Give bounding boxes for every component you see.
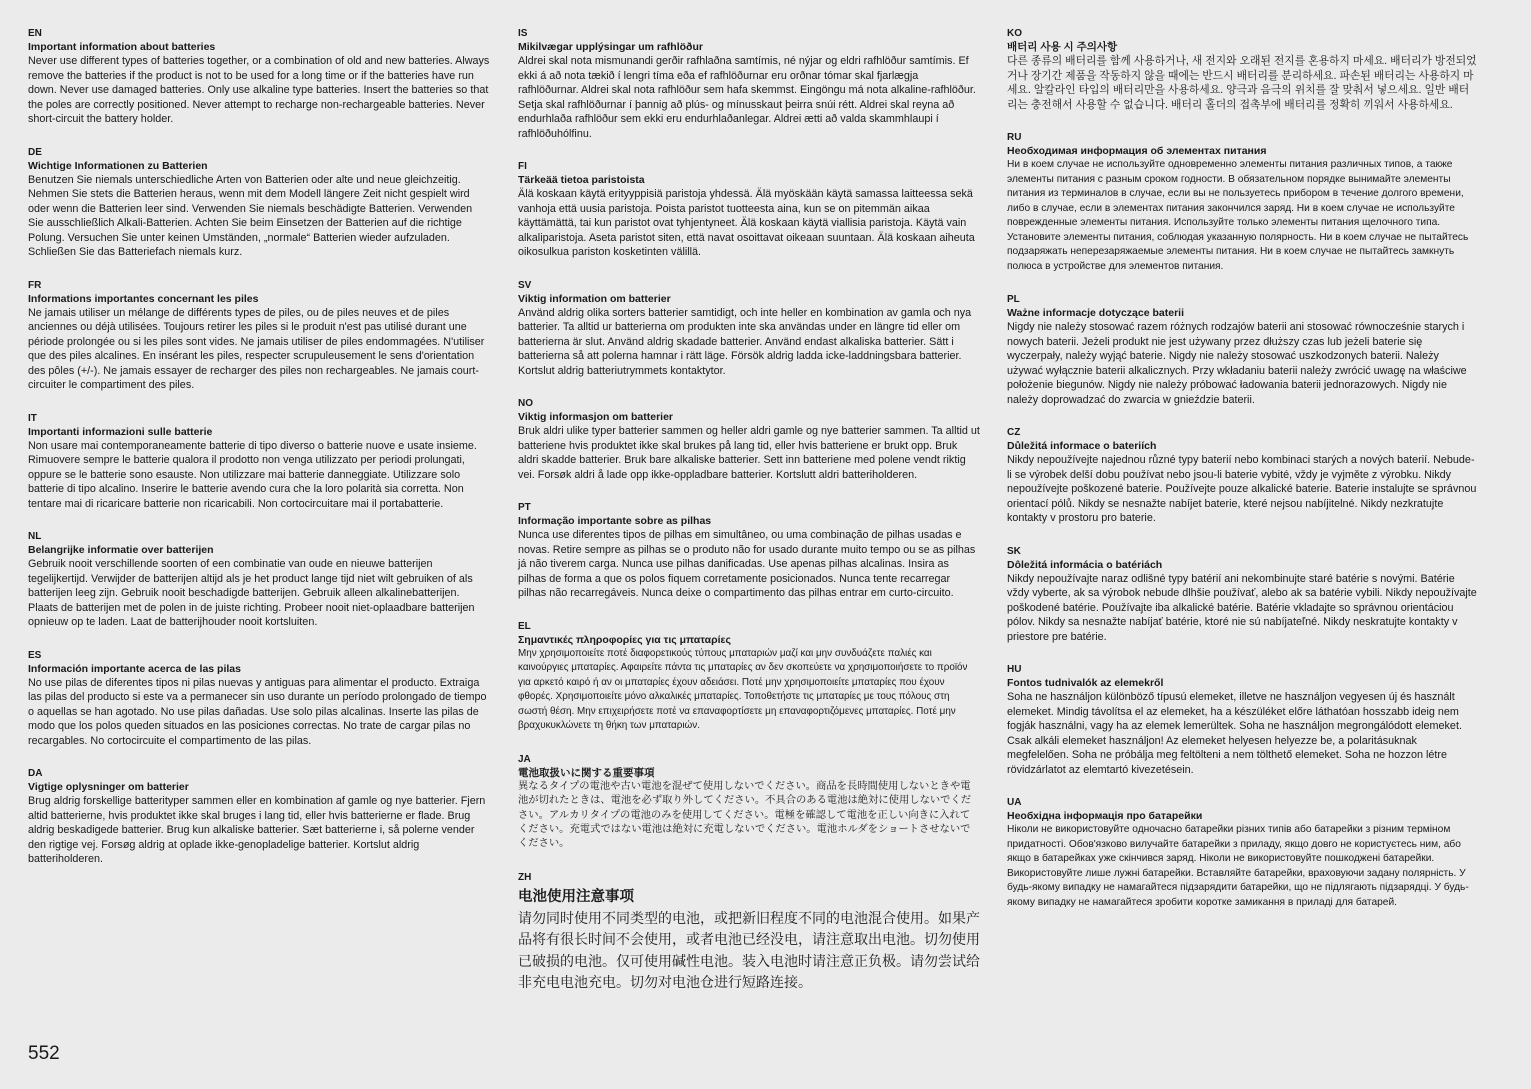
section-title: 電池取扱いに関する重要事項 — [518, 767, 655, 780]
section-body: Benutzen Sie niemals unterschiedliche Arten von Batterien oder alte und neue gleichzeitig. Nehmen Sie stets die Batterien heraus, wenn mit dem Modell längere Zeit nicht gespielt wird oder wenn die Batterien leer sind. Verwenden Sie niemals beschädigte Batterien. Verwenden Sie ausschließlich Alkali-Batterien. Achten Sie beim Einsetzen der Batterien auf die richtige Polung. Versuchen Sie unter keinen Umständen, „normale“ Batterien wieder aufzuladen. Schließen Sie das Batteriefach niemals kurz. — [28, 173, 473, 258]
language-code: NL — [28, 531, 42, 542]
section-nl — [28, 530, 490, 630]
language-code: IS — [518, 28, 528, 39]
language-code: RU — [1007, 132, 1022, 143]
section-title: Important information about batteries — [28, 41, 216, 53]
section-body: Μην χρησιμοποιείτε ποτέ διαφορετικούς τύπους μπαταριών μαζί και μην συνδυάζετε παλιές και καινούργιες μπαταρίες. Αφαιρείτε πάντα τις μπαταρίες αν δεν σκοπεύετε να χρησιμοποιήσετε το προϊόν για αρκετό καιρό ή αν οι μπαταρίες έχουν αδειάσει. Ποτέ μην χρησιμοποιείτε μπαταρίες που έχουν φθορές. Χρησιμοποιείτε μόνο αλκαλικές μπαταρίες. Τοποθετήστε τις μπαταρίες με τους πόλους στη σωστή θέση. Μην επιχειρήσετε ποτέ να επαναφορτίσετε μη επαναφορτιζόμενες μπαταρίες. Ποτέ μην βραχυκυκλώνετε τη θήκη των μπαταριών. — [518, 647, 968, 732]
section-title: 电池使用注意事项 — [518, 888, 634, 905]
language-code: PT — [518, 502, 531, 513]
section-title: Viktig information om batterier — [518, 292, 671, 305]
section-title: Dôležitá informácia o batériách — [1007, 558, 1163, 571]
section-body: Nigdy nie należy stosować razem różnych rodzajów baterii ani stosować równocześnie starych i nowych baterii. Jeżeli produkt nie jest używany przez dłuższy czas lub jeżeli baterie się wyczerpały, należy wyjąć baterie. Nigdy nie należy stosować uszkodzonych baterii. Należy używać wyłącznie baterii alkalicznych. Przy wkładaniu baterii należy zwrócić uwagę na właściwe położenie biegunów. Nigdy nie należy próbować ładowania baterii jednorazowych. Nigdy nie należy doprowadzać do zwarcia w gnieździe baterii. — [1007, 321, 1467, 406]
column-middle — [518, 27, 980, 1013]
language-code: DA — [28, 768, 43, 779]
section-title: Необходимая информация об элементах питания — [1007, 145, 1267, 157]
section-title: Wichtige Informationen zu Batterien — [28, 159, 208, 172]
section-body: 다른 종류의 배터리를 함께 사용하거나, 새 전지와 오래된 전지를 혼용하지 마세요. 배터리가 방전되었거나 장기간 제품을 작동하지 않을 때에는 반드시 배터리를 분리하세요. 파손된 배터리는 사용하지 마세요. 알칼라인 타입의 배터리만을 사용하세요. 양극과 음극의 위치를 잘 맞춰서 넣으세요. 일반 배터리는 충전해서 사용할 수 없습니다. 배터리 홀더의 접촉부에 배터리를 정확히 끼워서 사용하세요. — [1007, 55, 1477, 111]
column-left — [28, 27, 490, 886]
section-zh — [518, 871, 980, 994]
section-title: Informations importantes concernant les piles — [28, 292, 259, 305]
section-title: Fontos tudnivalók az elemekről — [1007, 677, 1164, 689]
section-cz — [1007, 426, 1477, 526]
section-en — [28, 27, 490, 127]
section-body: Ne jamais utiliser un mélange de différents types de piles, ou de piles neuves et de piles anciennes ou déjà utilisées. Toujours retirer les piles si le produit n'est pas utilisé durant une période prolongée ou si les piles sont vides. Ne jamais utiliser de piles endommagées. N'utiliser que des piles alcalines. En insérant les piles, respecter scrupuleusement le sens d'orientation des pôles (+/-). Ne jamais essayer de recharger des piles non rechargeables. Ne jamais court-circuiter le compartiment des piles. — [28, 306, 485, 391]
section-title: Mikilvægar upplýsingar um rafhlöður — [518, 41, 703, 53]
section-sk — [1007, 545, 1477, 645]
section-fr — [28, 279, 490, 393]
section-ja — [518, 753, 980, 851]
section-body: Använd aldrig olika sorters batterier samtidigt, och inte heller en kombination av gamla och nya batterier. Ta alltid ur batterierna om produkten inte ska användas under en längre tid eller om batterierna är slut. Använd aldrig skadade batterier. Använd endast alkaliska batterier. Sätt i batterierna så att polerna hamnar i rätt läge. Försök aldrig ladda icke-laddningsbara batterier. Kortslut aldrig batteriutrymmets kontaktytor. — [518, 306, 972, 377]
section-de — [28, 146, 490, 260]
section-pt — [518, 501, 980, 601]
section-title: Viktig informasjon om batterier — [518, 411, 674, 423]
section-body: Älä koskaan käytä erityyppisiä paristoja yhdessä. Älä myöskään käytä samassa laitteessa sekä vanhoja että uusia paristoja. Poista paristot tuotteesta aina, kun se on pitemmän aikaa käyttämättä, tai kun paristot ovat tyhjentyneet. Älä koskaan käytä viallisia paristoja. Käytä vain alkaliparistoja. Aseta paristot siten, että navat osoittavat oikeaan suuntaan. Älä koskaan aiheuta oikosulkua pariston kosketinten välillä. — [518, 188, 975, 258]
section-ru — [1007, 131, 1477, 274]
section-no — [518, 397, 980, 482]
column-right — [1007, 27, 1477, 929]
section-body: Nikdy nepoužívejte najednou různé typy baterií nebo kombinaci starých a nových baterií. Nebude-li se výrobek delší dobu používat nebo jsou-li baterie vybité, vždy je vyjměte z výrobku. Nikdy nepoužívejte poškozené baterie. Používejte pouze alkalické baterie. Baterie instalujte se správnou orientací pólů. Nikdy se nesnažte nabíjet baterie, které nejsou nabíjitelné. Nikdy nezkratujte kontakty v prostoru pro baterie. — [1007, 454, 1477, 524]
section-ua — [1007, 796, 1477, 910]
section-da — [28, 767, 490, 867]
section-title: Importanti informazioni sulle batterie — [28, 425, 213, 438]
language-code: UA — [1007, 797, 1022, 808]
section-sv — [518, 279, 980, 379]
language-code: NO — [518, 398, 533, 409]
page-number: 552 — [28, 1043, 60, 1064]
section-title: Ważne informacje dotyczące baterii — [1007, 307, 1184, 319]
section-body: Aldrei skal nota mismunandi gerðir rafhlaðna samtímis, né nýjar og eldri rafhlöður samtímis. Ef ekki á að nota tækið í lengri tíma eða ef rafhlöðurnar eru orðnar tómar skal fjarlægja rafhlöðurnar. Aldrei skal nota rafhlöður sem hafa skemmst. Eingöngu má nota alkaline-rafhlöður. Setja skal rafhlöðurnar í þannig að plús- og mínusskaut þeirra snúi rétt. Aldrei skal reyna að endurhlaða rafhlöður sem ekki eru endurhlaðanlegar. Aldrei ætti að valda skammhlaupi í rafhlöðuhólfinu. — [518, 55, 976, 140]
language-code: EN — [28, 28, 42, 39]
language-code: KO — [1007, 28, 1022, 39]
section-body: Soha ne használjon különböző típusú elemeket, illetve ne használjon vegyesen új és használt elemeket. Mindig távolítsa el az elemeket, ha a készüléket előre láthatóan hosszabb ideig nem fogják használni, vagy ha az elemek lemerültek. Soha ne használjon megrongálódott elemeket. Csak alkáli elemeket használjon! Az elemeket helyesen helyezze be, a polaritásuknak megfelelően. Soha ne próbálja meg feltölteni a nem tölthető elemeket. Soha ne hozzon létre rövidzárlatot az elemtartó kivezetésein. — [1007, 691, 1462, 776]
section-body: 異なるタイプの電池や古い電池を混ぜて使用しないでください。商品を長時間使用しないときや電池が切れたときは、電池を必ず取り外してください。不具合のある電池は絶対に使用しないでください。アルカリタイプの電池のみを使用してください。電極を確認して電池を正しい向きに入れてください。充電式ではない電池は絶対に充電しないでください。電池ホルダをショートさせないでください。 — [518, 781, 972, 850]
language-code: PL — [1007, 294, 1020, 305]
section-es — [28, 649, 490, 749]
section-el — [518, 620, 980, 735]
language-code: CZ — [1007, 427, 1021, 438]
language-code: FI — [518, 161, 527, 172]
section-body: 请勿同时使用不同类型的电池，或把新旧程度不同的电池混合使用。如果产品将有很长时间不会使用，或者电池已经没电，请注意取出电池。切勿使用已破损的电池。仅可使用碱性电池。装入电池时请注意正负极。请勿尝试给非充电电池充电。切勿对电池仓进行短路连接。 — [518, 909, 980, 991]
section-body: Never use different types of batteries together, or a combination of old and new batteries. Always remove the batteries if the product is not to be used for a long time or if the batteries have run down. Never use damaged batteries. Only use alkaline type batteries. Insert the batteries so that the poles are correctly positioned. Never attempt to recharge non-rechargeable batteries. Never short-circuit the battery holder. — [28, 55, 490, 125]
language-code: HU — [1007, 664, 1022, 675]
section-title: Необхідна інформація про батарейки — [1007, 810, 1203, 822]
section-body: Brug aldrig forskellige batterityper sammen eller en kombination af gamle og nye batterier. Fjern altid batterierne, hvis produktet ikke skal bruges i lang tid, eller hvis batterierne er flade. Brug aldrig beskadigede batterier. Brug kun alkaliske batterier. Sæt batterierne i, så polerne vender den rigtige vej. Forsøg aldrig at oplade ikke-genopladelige batterier. Kortslut aldrig batteriholderen. — [28, 795, 486, 865]
language-code: SV — [518, 279, 532, 291]
section-body: Nunca use diferentes tipos de pilhas em simultâneo, ou uma combinação de pilhas usadas e novas. Retire sempre as pilhas se o produto não for usado durante muito tempo ou se as pilhas já não tiverem carga. Nunca use pilhas danificadas. Use apenas pilhas alcalinas. Insira as pilhas de forma a que os polos fiquem corretamente posicionados. Nunca tente recarregar pilhas não recarregáveis. Nunca deixe o compartimento das pilhas entrar em curto-circuito. — [518, 529, 976, 599]
language-code: IT — [28, 412, 37, 424]
section-body: Nikdy nepoužívajte naraz odlišné typy batérií ani nekombinujte staré batérie s novými. Batérie vždy vyberte, ak sa výrobok nebude dlhšie používať, alebo ak sa batérie vybili. Nikdy nepoužívajte poškodené batérie. Používajte iba alkalické batérie. Batérie vkladajte so správnou orientáciou pólov. Nikdy sa nesnažte nabíjať batérie, ktoré nie sú nabíjateľné. Nikdy neskratujte kontakty v priestore pre batérie. — [1007, 572, 1477, 643]
section-title: 배터리 사용 시 주의사항 — [1007, 41, 1118, 53]
language-code: JA — [518, 754, 531, 766]
section-is — [518, 27, 980, 141]
section-body: Non usare mai contemporaneamente batterie di tipo diverso o batterie nuove e usate insieme. Rimuovere sempre le batterie qualora il prodotto non venga utilizzato per periodi prolungati, oppure se le batterie sono esauste. Non utilizzare mai batterie danneggiate. Utilizzare solo batterie di tipo alcalino. Inserire le batterie avendo cura che la loro polarità sia corretta. Non tentare mai di ricaricare batterie non ricaricabili. Non cortocircuitare mai il portabatterie. — [28, 439, 477, 510]
section-body: Ніколи не використовуйте одночасно батарейки різних типів або батарейки з різним терміном придатності. Обов'язково вилучайте батарейки з приладу, якщо довго не користуєтесь ним, або якщо в батарейках уже скінчився заряд. Ніколи не використовуйте пошкоджені батарейки. Використовуйте лише лужні батарейки. Вставляйте батарейки, враховуючи задану полярність. У будь-якому випадку не намагайтеся підзарядити батарейки, що не підлягають підзарядці. У будь-якому випадку не намагайтеся зробити коротке замикання в приладі для батарей. — [1007, 824, 1469, 908]
section-body: Gebruik nooit verschillende soorten of een combinatie van oude en nieuwe batterijen tegelijkertijd. Verwijder de batterijen altijd als je het product lange tijd niet wilt gebruiken of als batterijen leeg zijn. Gebruik nooit beschadigde batterijen. Gebruik alleen alkalinebatterijen. Plaats de batterijen met de polen in de juiste richting. Probeer nooit niet-oplaadbare batterijen opnieuw op te laden. Laat de batterijhouder nooit kortsluiten. — [28, 558, 475, 628]
section-fi — [518, 160, 980, 260]
language-code: FR — [28, 279, 42, 291]
section-ko — [1007, 27, 1477, 112]
section-body: Ни в коем случае не используйте одновременно элементы питания различных типов, а также элементы питания с разным сроком годности. В обязательном порядке вынимайте элементы питания из терминалов в случае, если вы не пользуетесь прибором в течение долгого времени, либо в случае, если в элементах питания закончился заряд. Ни в коем случае не используйте поврежденные элементы питания. Используйте только элементы питания щелочного типа. Установите элементы питания, соблюдая указанную полярность. Ни в коем случае не пытайтесь подзаряжать неперезаряжаемые элементы питания. Ни в коем случае не пытайтесь замкнуть полюса в устройстве для элементов питания. — [1007, 159, 1469, 272]
section-title: Belangrijke informatie over batterijen — [28, 544, 214, 556]
section-title: Informação importante sobre as pilhas — [518, 515, 712, 527]
language-code: SK — [1007, 545, 1021, 557]
language-code: DE — [28, 146, 42, 158]
language-code: ES — [28, 649, 42, 661]
section-pl — [1007, 293, 1477, 407]
section-it — [28, 412, 490, 512]
section-body: No use pilas de diferentes tipos ni pilas nuevas y antiguas para alimentar el producto. Extraiga las pilas del producto si este va a permanecer sin uso durante un período prolongado de tiempo o aquellas se han agotado. No use pilas dañadas. Use solo pilas alcalinas. Inserte las pilas de modo que los polos queden situados en las posiciones correctas. No trate de cargar pilas no recargables. No cortocircuite el compartimento de las pilas. — [28, 676, 487, 747]
language-code: ZH — [518, 871, 532, 883]
section-title: Tärkeää tietoa paristoista — [518, 174, 645, 186]
section-body: Bruk aldri ulike typer batterier sammen og heller aldri gamle og nye batterier sammen. Ta alltid ut batteriene hvis produktet ikke skal brukes på lang tid, eller hvis batteriene er brukt opp. Bruk aldri skadde batterier. Bruk bare alkaliske batterier. Sett inn batteriene med polene vendt riktig vei. Forsøk aldri å lade opp ikke-oppladbare batterier. Kortslutt aldri batteriholderen. — [518, 425, 980, 481]
section-title: Vigtige oplysninger om batterier — [28, 781, 189, 793]
section-title: Información importante acerca de las pilas — [28, 662, 241, 675]
section-title: Důležitá informace o bateriích — [1007, 440, 1157, 452]
section-hu — [1007, 663, 1477, 777]
language-code: EL — [518, 620, 531, 632]
section-title: Σημαντικές πληροφορίες για τις μπαταρίες — [518, 633, 731, 646]
